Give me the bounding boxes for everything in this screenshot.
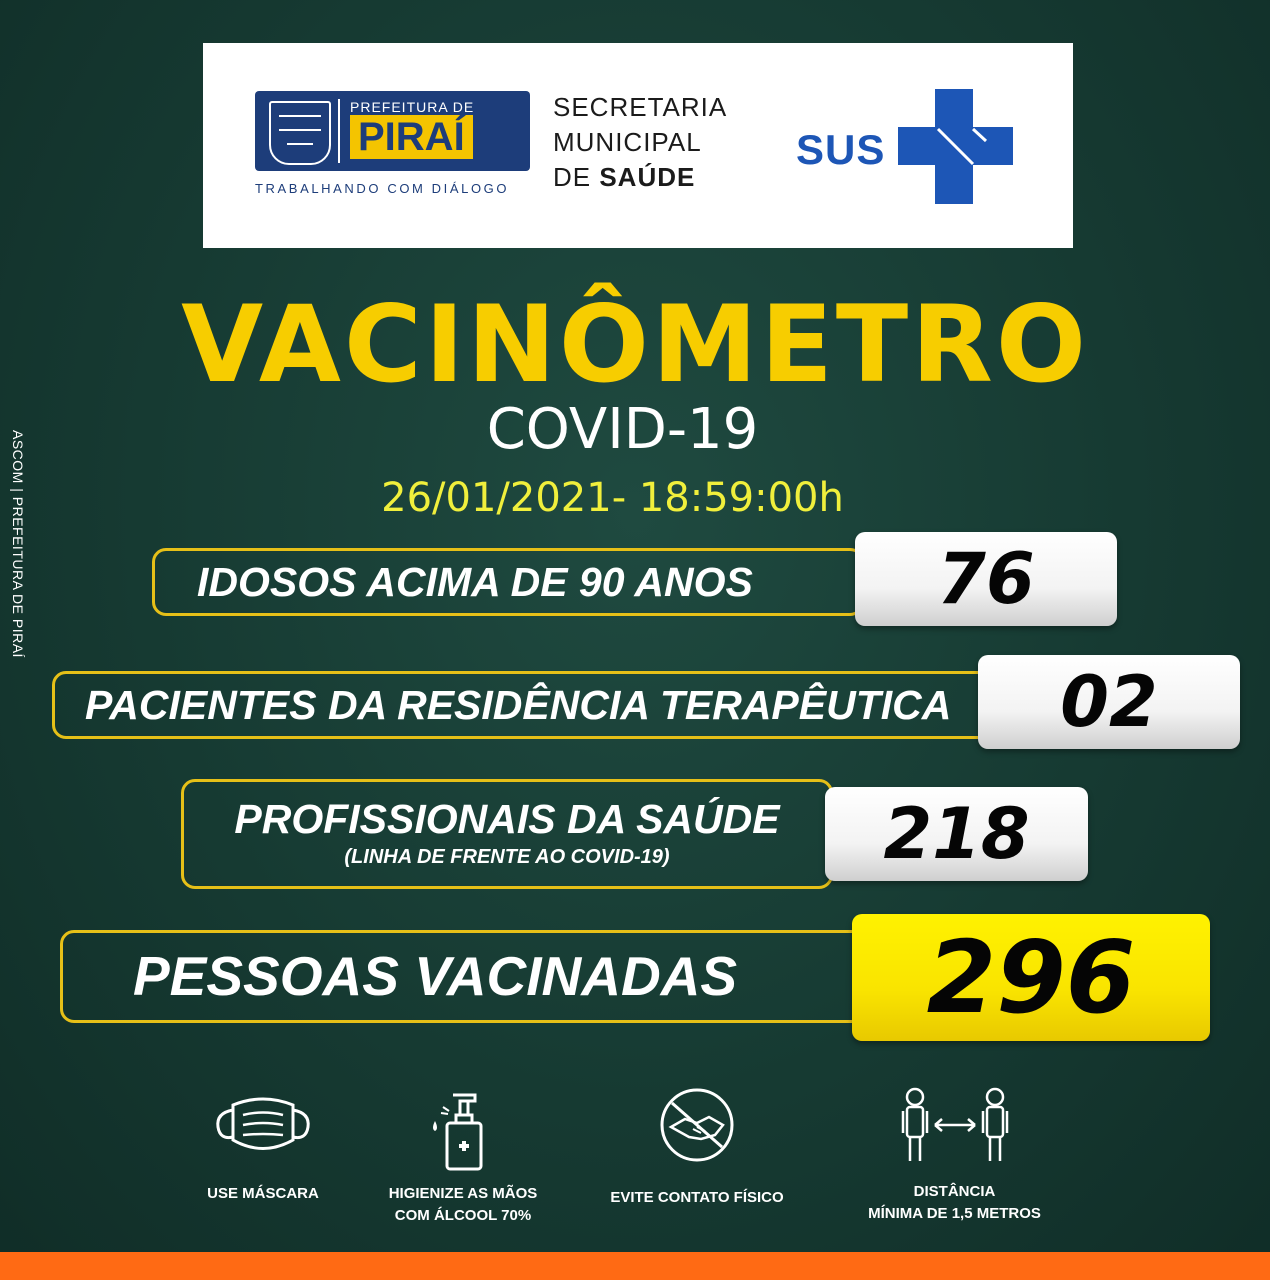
city-crest-icon — [269, 101, 331, 165]
protocol-no-contact — [597, 1085, 797, 1209]
logo-box — [255, 91, 530, 171]
protocol-mask — [188, 1085, 338, 1205]
stat-label-profissionais-text: PROFISSIONAIS DA SAÚDE — [234, 796, 780, 842]
page-title: VACINÔMETRO — [181, 283, 1089, 406]
logo-divider — [338, 99, 340, 163]
side-credit — [0, 430, 40, 710]
stat-value-idosos: 76 — [855, 532, 1117, 626]
protocol-distance-line2: MÍNIMA DE 1,5 METROS — [868, 1205, 1041, 1222]
hand-sanitizer-icon — [423, 1085, 503, 1175]
stat-label-total — [60, 930, 870, 1023]
face-mask-icon — [208, 1085, 318, 1165]
protocol-distance-line1: DISTÂNCIA — [913, 1183, 996, 1200]
stat-label-pacientes-text: PACIENTES DA RESIDÊNCIA TERAPÊUTICA — [85, 682, 952, 728]
sus-logo-text: SUS — [796, 126, 886, 173]
secretaria-line2: MUNICIPAL — [553, 127, 702, 157]
protocol-sanitizer — [368, 1085, 558, 1227]
logo-tagline: TRABALHANDO COM DIÁLOGO — [255, 181, 510, 196]
no-handshake-icon — [657, 1085, 737, 1165]
stat-label-idosos-text: IDOSOS ACIMA DE 90 ANOS — [197, 559, 753, 605]
side-credit-text: ASCOM | PREFEITURA DE PIRAÍ — [10, 430, 26, 658]
protocol-mask-line1: USE MÁSCARA — [207, 1185, 319, 1202]
secretaria-line3-prefix: DE — [553, 162, 600, 192]
prevention-protocols — [0, 1085, 1270, 1235]
footer-bar — [0, 1252, 1270, 1280]
social-distance-icon — [895, 1085, 1015, 1165]
stat-value-total: 296 — [852, 914, 1210, 1041]
protocol-no-contact-line1: EVITE CONTATO FÍSICO — [610, 1189, 784, 1206]
secretaria-line3-bold: SAÚDE — [599, 162, 696, 192]
stat-sublabel-profissionais: (LINHA DE FRENTE AO COVID-19) — [344, 846, 670, 868]
header-banner — [203, 43, 1073, 248]
stat-value-profissionais: 218 — [825, 787, 1088, 881]
stat-label-idosos — [152, 548, 864, 616]
secretaria-line3 — [553, 160, 727, 195]
stat-value-pacientes: 02 — [978, 655, 1240, 749]
secretaria-line1: SECRETARIA — [553, 92, 728, 122]
stat-label-pacientes — [52, 671, 992, 739]
page-subtitle: COVID-19 — [486, 397, 759, 462]
prefeitura-logo — [255, 91, 535, 211]
logo-city-name: PIRAÍ — [350, 115, 473, 159]
protocol-sanitizer-line1: HIGIENIZE AS MÃOS — [388, 1185, 538, 1202]
stat-label-total-text: PESSOAS VACINADAS — [133, 945, 738, 1007]
protocol-sanitizer-line2: COM ÁLCOOL 70% — [394, 1207, 532, 1224]
logo-prefeitura-text: PREFEITURA DE — [350, 99, 475, 115]
protocol-distance — [842, 1085, 1067, 1225]
stat-label-profissionais — [181, 779, 833, 889]
update-datetime: 26/01/2021- 18:59:00h — [381, 475, 844, 521]
sus-cross-icon — [898, 89, 1013, 204]
secretaria-text — [553, 90, 727, 195]
